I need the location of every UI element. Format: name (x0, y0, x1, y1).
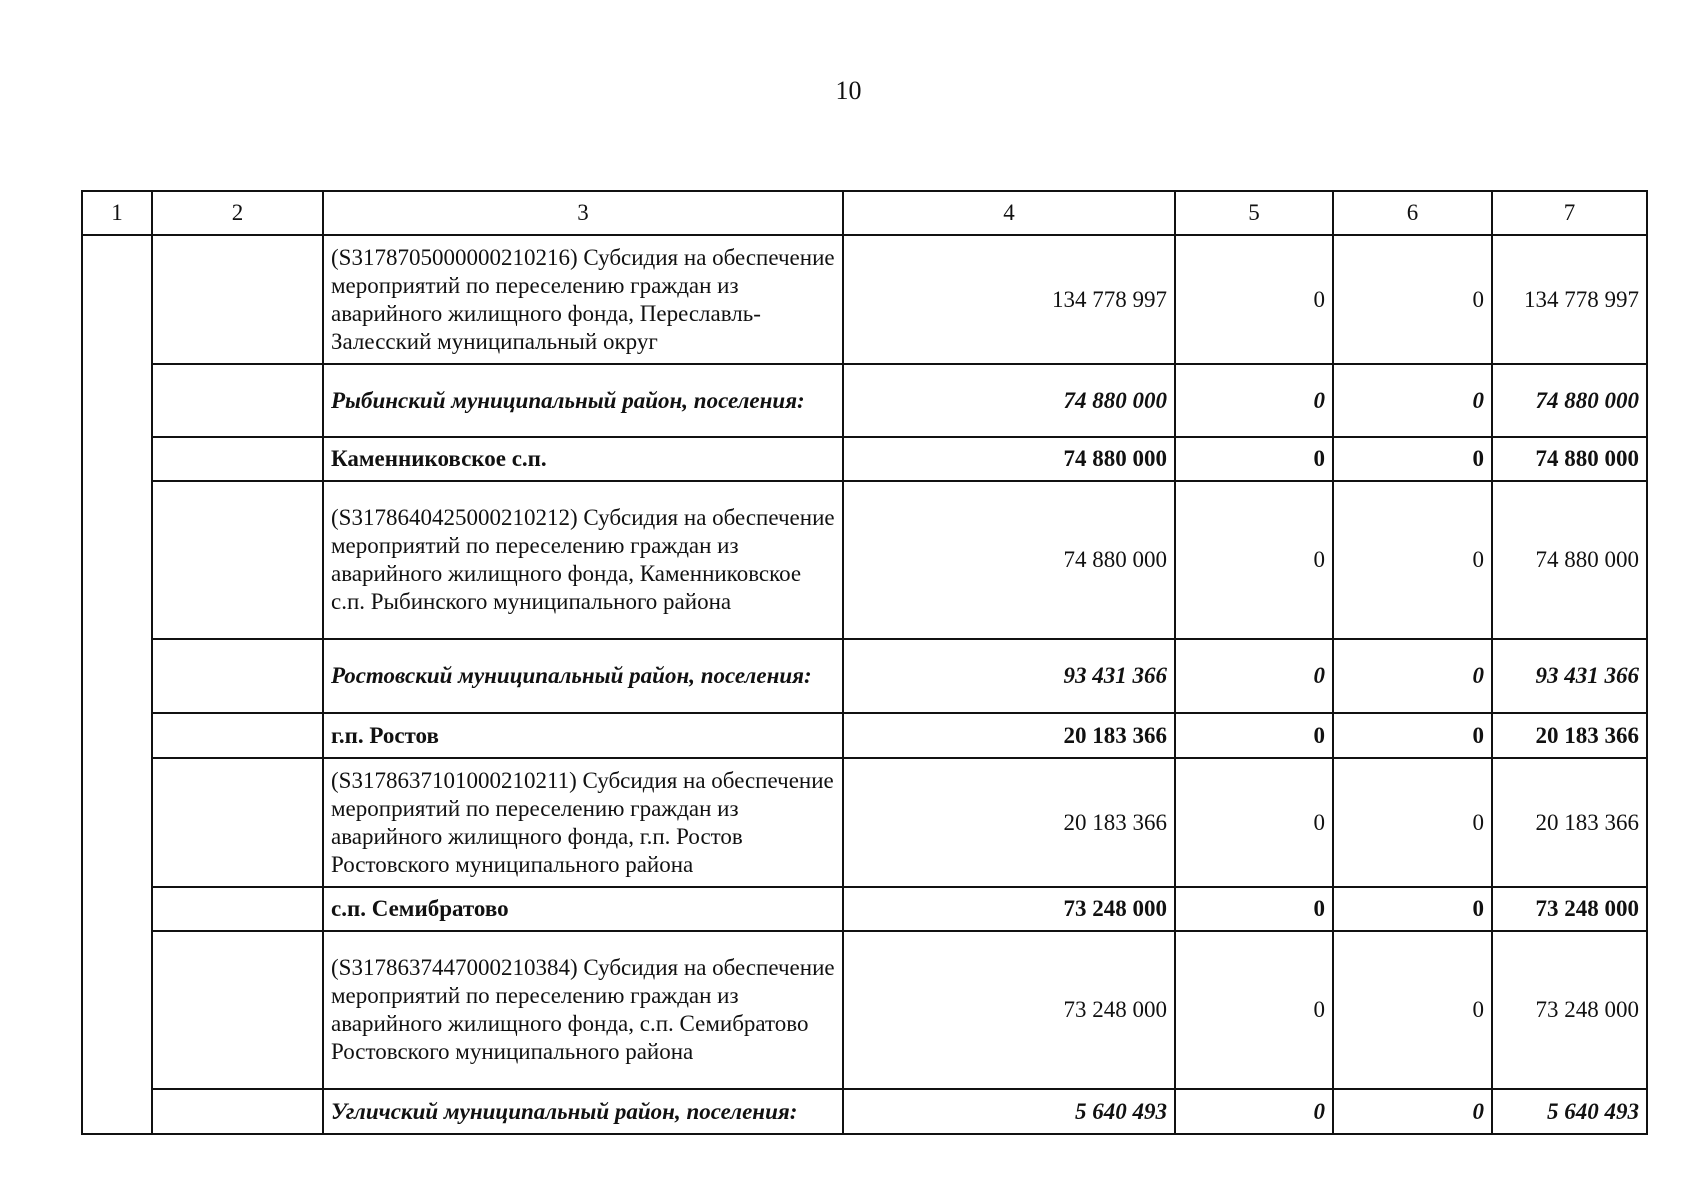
cell-col7: 74 880 000 (1492, 437, 1647, 481)
cell-col5: 0 (1175, 758, 1333, 887)
table-row (82, 713, 1647, 758)
cell-col4: 20 183 366 (843, 713, 1175, 758)
cell-col2 (152, 639, 323, 713)
cell-col2 (152, 437, 323, 481)
table-row (82, 758, 1647, 887)
cell-col4: 74 880 000 (843, 437, 1175, 481)
budget-table (81, 190, 1648, 1135)
col-header-1: 1 (82, 191, 152, 235)
cell-col7: 74 880 000 (1492, 364, 1647, 437)
row-description: (S3178705000000210216) Субсидия на обеспечение мероприятий по переселению граждан из аварийного жилищного фонда, Переславль-Залесский муниципальный округ (323, 235, 843, 364)
cell-col6: 0 (1333, 887, 1492, 931)
table-row (82, 235, 1647, 364)
cell-col5: 0 (1175, 713, 1333, 758)
cell-col2 (152, 931, 323, 1089)
cell-col7: 5 640 493 (1492, 1089, 1647, 1134)
cell-col7: 20 183 366 (1492, 758, 1647, 887)
cell-col5: 0 (1175, 481, 1333, 639)
row-description: (S3178637101000210211) Субсидия на обеспечение мероприятий по переселению граждан из аварийного жилищного фонда, г.п. Ростов Ростовского муниципального района (323, 758, 843, 887)
cell-col4: 73 248 000 (843, 887, 1175, 931)
cell-col6: 0 (1333, 437, 1492, 481)
cell-col4: 74 880 000 (843, 481, 1175, 639)
cell-col7: 20 183 366 (1492, 713, 1647, 758)
cell-col7: 93 431 366 (1492, 639, 1647, 713)
col-header-6: 6 (1333, 191, 1492, 235)
table-row (82, 481, 1647, 639)
cell-col2 (152, 713, 323, 758)
table-row (82, 364, 1647, 437)
cell-col2 (152, 235, 323, 364)
cell-col4: 73 248 000 (843, 931, 1175, 1089)
cell-col2 (152, 758, 323, 887)
cell-col7: 74 880 000 (1492, 481, 1647, 639)
cell-col6: 0 (1333, 758, 1492, 887)
col-header-4: 4 (843, 191, 1175, 235)
cell-col4: 93 431 366 (843, 639, 1175, 713)
cell-col2 (152, 481, 323, 639)
cell-col5: 0 (1175, 364, 1333, 437)
cell-col4: 5 640 493 (843, 1089, 1175, 1134)
cell-col5: 0 (1175, 235, 1333, 364)
col-header-2: 2 (152, 191, 323, 235)
cell-col7: 73 248 000 (1492, 887, 1647, 931)
cell-col2 (152, 364, 323, 437)
row-description: Рыбинский муниципальный район, поселения: (323, 364, 843, 437)
cell-col4: 134 778 997 (843, 235, 1175, 364)
row-description: г.п. Ростов (323, 713, 843, 758)
cell-col5: 0 (1175, 1089, 1333, 1134)
cell-col6: 0 (1333, 713, 1492, 758)
cell-col5: 0 (1175, 437, 1333, 481)
cell-col7: 73 248 000 (1492, 931, 1647, 1089)
cell-col6: 0 (1333, 364, 1492, 437)
cell-col4: 20 183 366 (843, 758, 1175, 887)
merged-cell-col1 (82, 235, 152, 1134)
cell-col4: 74 880 000 (843, 364, 1175, 437)
table-row (82, 887, 1647, 931)
table-row (82, 639, 1647, 713)
cell-col5: 0 (1175, 639, 1333, 713)
row-description: Угличский муниципальный район, поселения: (323, 1089, 843, 1134)
table-row (82, 931, 1647, 1089)
header-row (82, 191, 1647, 235)
row-description: (S3178640425000210212) Субсидия на обеспечение мероприятий по переселению граждан из аварийного жилищного фонда, Каменниковское с.п. Рыбинского муниципального района (323, 481, 843, 639)
cell-col6: 0 (1333, 639, 1492, 713)
cell-col5: 0 (1175, 931, 1333, 1089)
cell-col6: 0 (1333, 931, 1492, 1089)
table-row (82, 437, 1647, 481)
row-description: (S3178637447000210384) Субсидия на обеспечение мероприятий по переселению граждан из аварийного жилищного фонда, с.п. Семибратово Ростовского муниципального района (323, 931, 843, 1089)
col-header-5: 5 (1175, 191, 1333, 235)
cell-col5: 0 (1175, 887, 1333, 931)
cell-col7: 134 778 997 (1492, 235, 1647, 364)
row-description: Ростовский муниципальный район, поселения: (323, 639, 843, 713)
page-number: 10 (835, 76, 862, 105)
cell-col6: 0 (1333, 235, 1492, 364)
row-description: с.п. Семибратово (323, 887, 843, 931)
row-description: Каменниковское с.п. (323, 437, 843, 481)
col-header-3: 3 (323, 191, 843, 235)
cell-col2 (152, 887, 323, 931)
cell-col6: 0 (1333, 1089, 1492, 1134)
table-row (82, 1089, 1647, 1134)
cell-col6: 0 (1333, 481, 1492, 639)
col-header-7: 7 (1492, 191, 1647, 235)
cell-col2 (152, 1089, 323, 1134)
